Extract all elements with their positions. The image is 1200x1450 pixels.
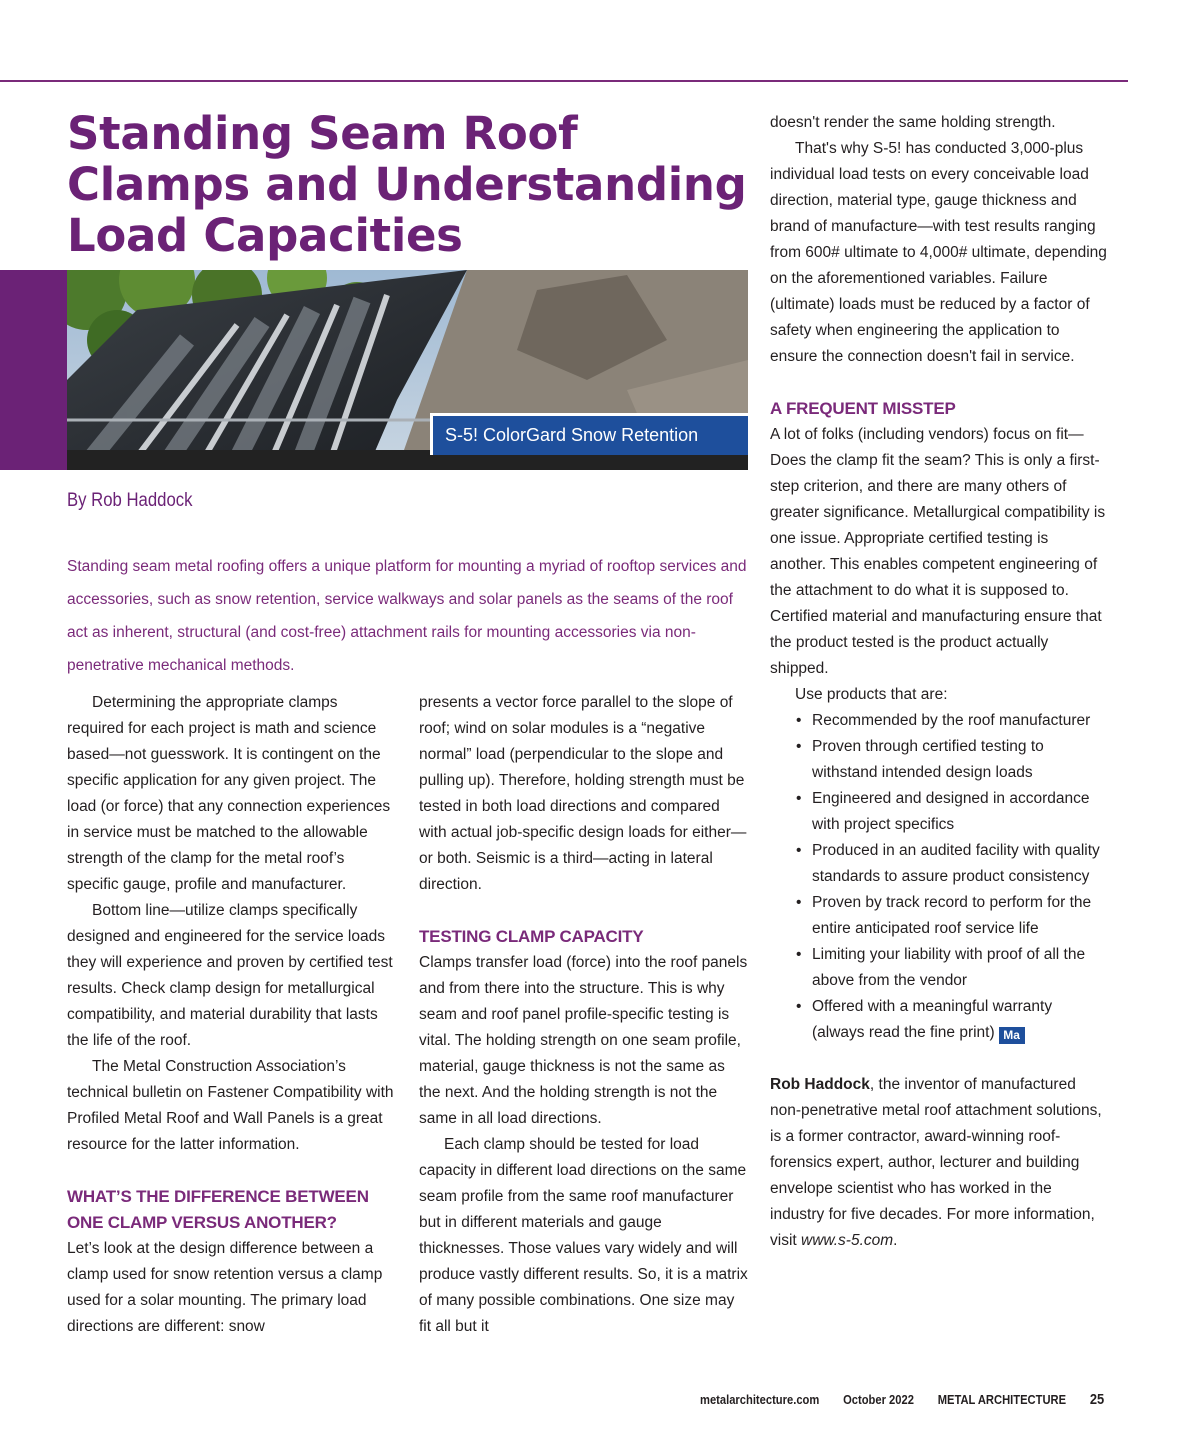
photo-caption: S-5! ColorGard Snow Retention [430,413,748,455]
footer-site: metalarchitecture.com [700,1392,820,1407]
bio-text: , the inventor of manufactured non-penetrative metal roof attachment solutions, is a former contractor, award-winning roof-forensics expert, author, lecturer and building envelope scientist who has worked in the industry for five decades. For more information, visit [770,1076,1102,1249]
list-item [796,994,1108,1046]
list-item: • Proven through certified testing to withstand intended design loads [796,734,1108,786]
list-item: • Recommended by the roof manufacturer [796,708,1108,734]
top-rule [0,80,1128,82]
paragraph: The Metal Construction Association’s technical bulletin on Fastener Compatibility with Profiled Metal Roof and Wall Panels is a great resource for the latter information. [67,1058,394,1153]
list-item-text: Offered with a meaningful warranty (always read the fine print) [812,998,1053,1041]
section-heading: WHAT’S THE DIFFERENCE BETWEEN ONE CLAMP VERSUS ANOTHER? [67,1187,369,1232]
side-accent-bar [0,270,67,470]
list-item: • Produced in an audited facility with quality standards to assure product consistency [796,838,1108,890]
footer-magazine: METAL ARCHITECTURE [937,1392,1067,1407]
page-footer [700,1391,1104,1413]
paragraph: presents a vector force parallel to the slope of roof; wind on solar modules is a “negative normal” load (perpendicular to the slope and pulling up). Therefore, holding strength must be tested in both load directions and compared with actual job-specific design loads for either—or both. Seismic is a third—acting in lateral direction. [419,694,747,893]
page-number: 25 [1089,1391,1105,1408]
paragraph: Clamps transfer load (force) into the roof panels and from there into the structure. This is why seam and roof panel profile-specific testing is vital. The holding strength on one seam profile, material, gauge thickness is not the same as the next. And the holding strength is not the same in all load directions. [419,954,748,1127]
bio-end: . [893,1232,898,1249]
list-item: • Engineered and designed in accordance with project specifics [796,786,1108,838]
list-item: • Proven by track record to perform for the entire anticipated roof service life [796,890,1108,942]
section-heading: TESTING CLAMP CAPACITY [419,927,644,946]
column-3 [770,110,1108,1254]
paragraph: A lot of folks (including vendors) focus on fit—Does the clamp fit the seam? This is only a first-step criterion, and there are many others of greater significance. Metallurgical compatibility is one issue. Appropriate certified testing is another. This enables competent engineering of the attachment to do what it is supposed to. Certified material and manufacturing ensure that the product tested is the product actually shipped. [770,426,1106,677]
paragraph: Let’s look at the design difference between a clamp used for snow retention versus a clamp used for a solar mounting. The primary load directions are different: snow [67,1240,383,1335]
paragraph: That's why S-5! has conducted 3,000-plus individual load tests on every conceivable load direction, material type, gauge thickness and brand of manufacture—with test results ranging from 600# ultimate to 4,000# ultimate, depending on the aforementioned variables. Failure (ultimate) loads must be reduced by a factor of safety when engineering the application to ensure the connection doesn't fail in service. [770,140,1107,365]
article-title [67,108,757,261]
column-1 [67,690,397,1340]
paragraph: doesn't render the same holding strength. [770,114,1056,131]
title-line: Standing Seam Roof [67,107,578,160]
column-2 [419,690,749,1340]
paragraph: Each clamp should be tested for load capacity in different load directions on the same seam profile from the same roof manufacturer but in different materials and gauge thicknesses. Those values vary widely and will produce vastly different results. So, it is a matrix of many possible combinations. One size may fit all but it [419,1136,748,1335]
author-name: Rob Haddock [770,1076,870,1093]
paragraph: Determining the appropriate clamps required for each project is math and science based—not guesswork. It is contingent on the specific application for any given project. The load (or force) that any connection experiences in service must be matched to the allowable strength of the clamp for the metal roof’s specific gauge, profile and manufacturer. [67,694,391,893]
paragraph: Bottom line—utilize clamps specifically designed and engineered for the service loads they will experience and proven by certified test results. Check clamp design for metallurgical compatibility, and material durability that lasts the life of the roof. [67,902,393,1049]
paragraph: Use products that are: [795,686,948,703]
title-line: Clamps and Understanding [67,158,747,211]
byline: By Rob Haddock [67,490,193,511]
section-heading: A FREQUENT MISSTEP [770,399,956,418]
footer-date: October 2022 [843,1392,914,1407]
end-mark-icon: Ma [999,1027,1025,1044]
list-item: • Limiting your liability with proof of all the above from the vendor [796,942,1108,994]
title-line: Load Capacities [67,209,463,262]
website-link[interactable]: www.s-5.com [801,1232,894,1249]
intro-paragraph: Standing seam metal roofing offers a unique platform for mounting a myriad of rooftop services and accessories, such as snow retention, service walkways and solar panels as the seams of the roof act as inherent, structural (and cost-free) attachment rails for mounting accessories via non-penetrative mechanical methods. [67,558,747,674]
bullet-list [770,708,1108,1046]
author-bio [770,1072,1108,1254]
